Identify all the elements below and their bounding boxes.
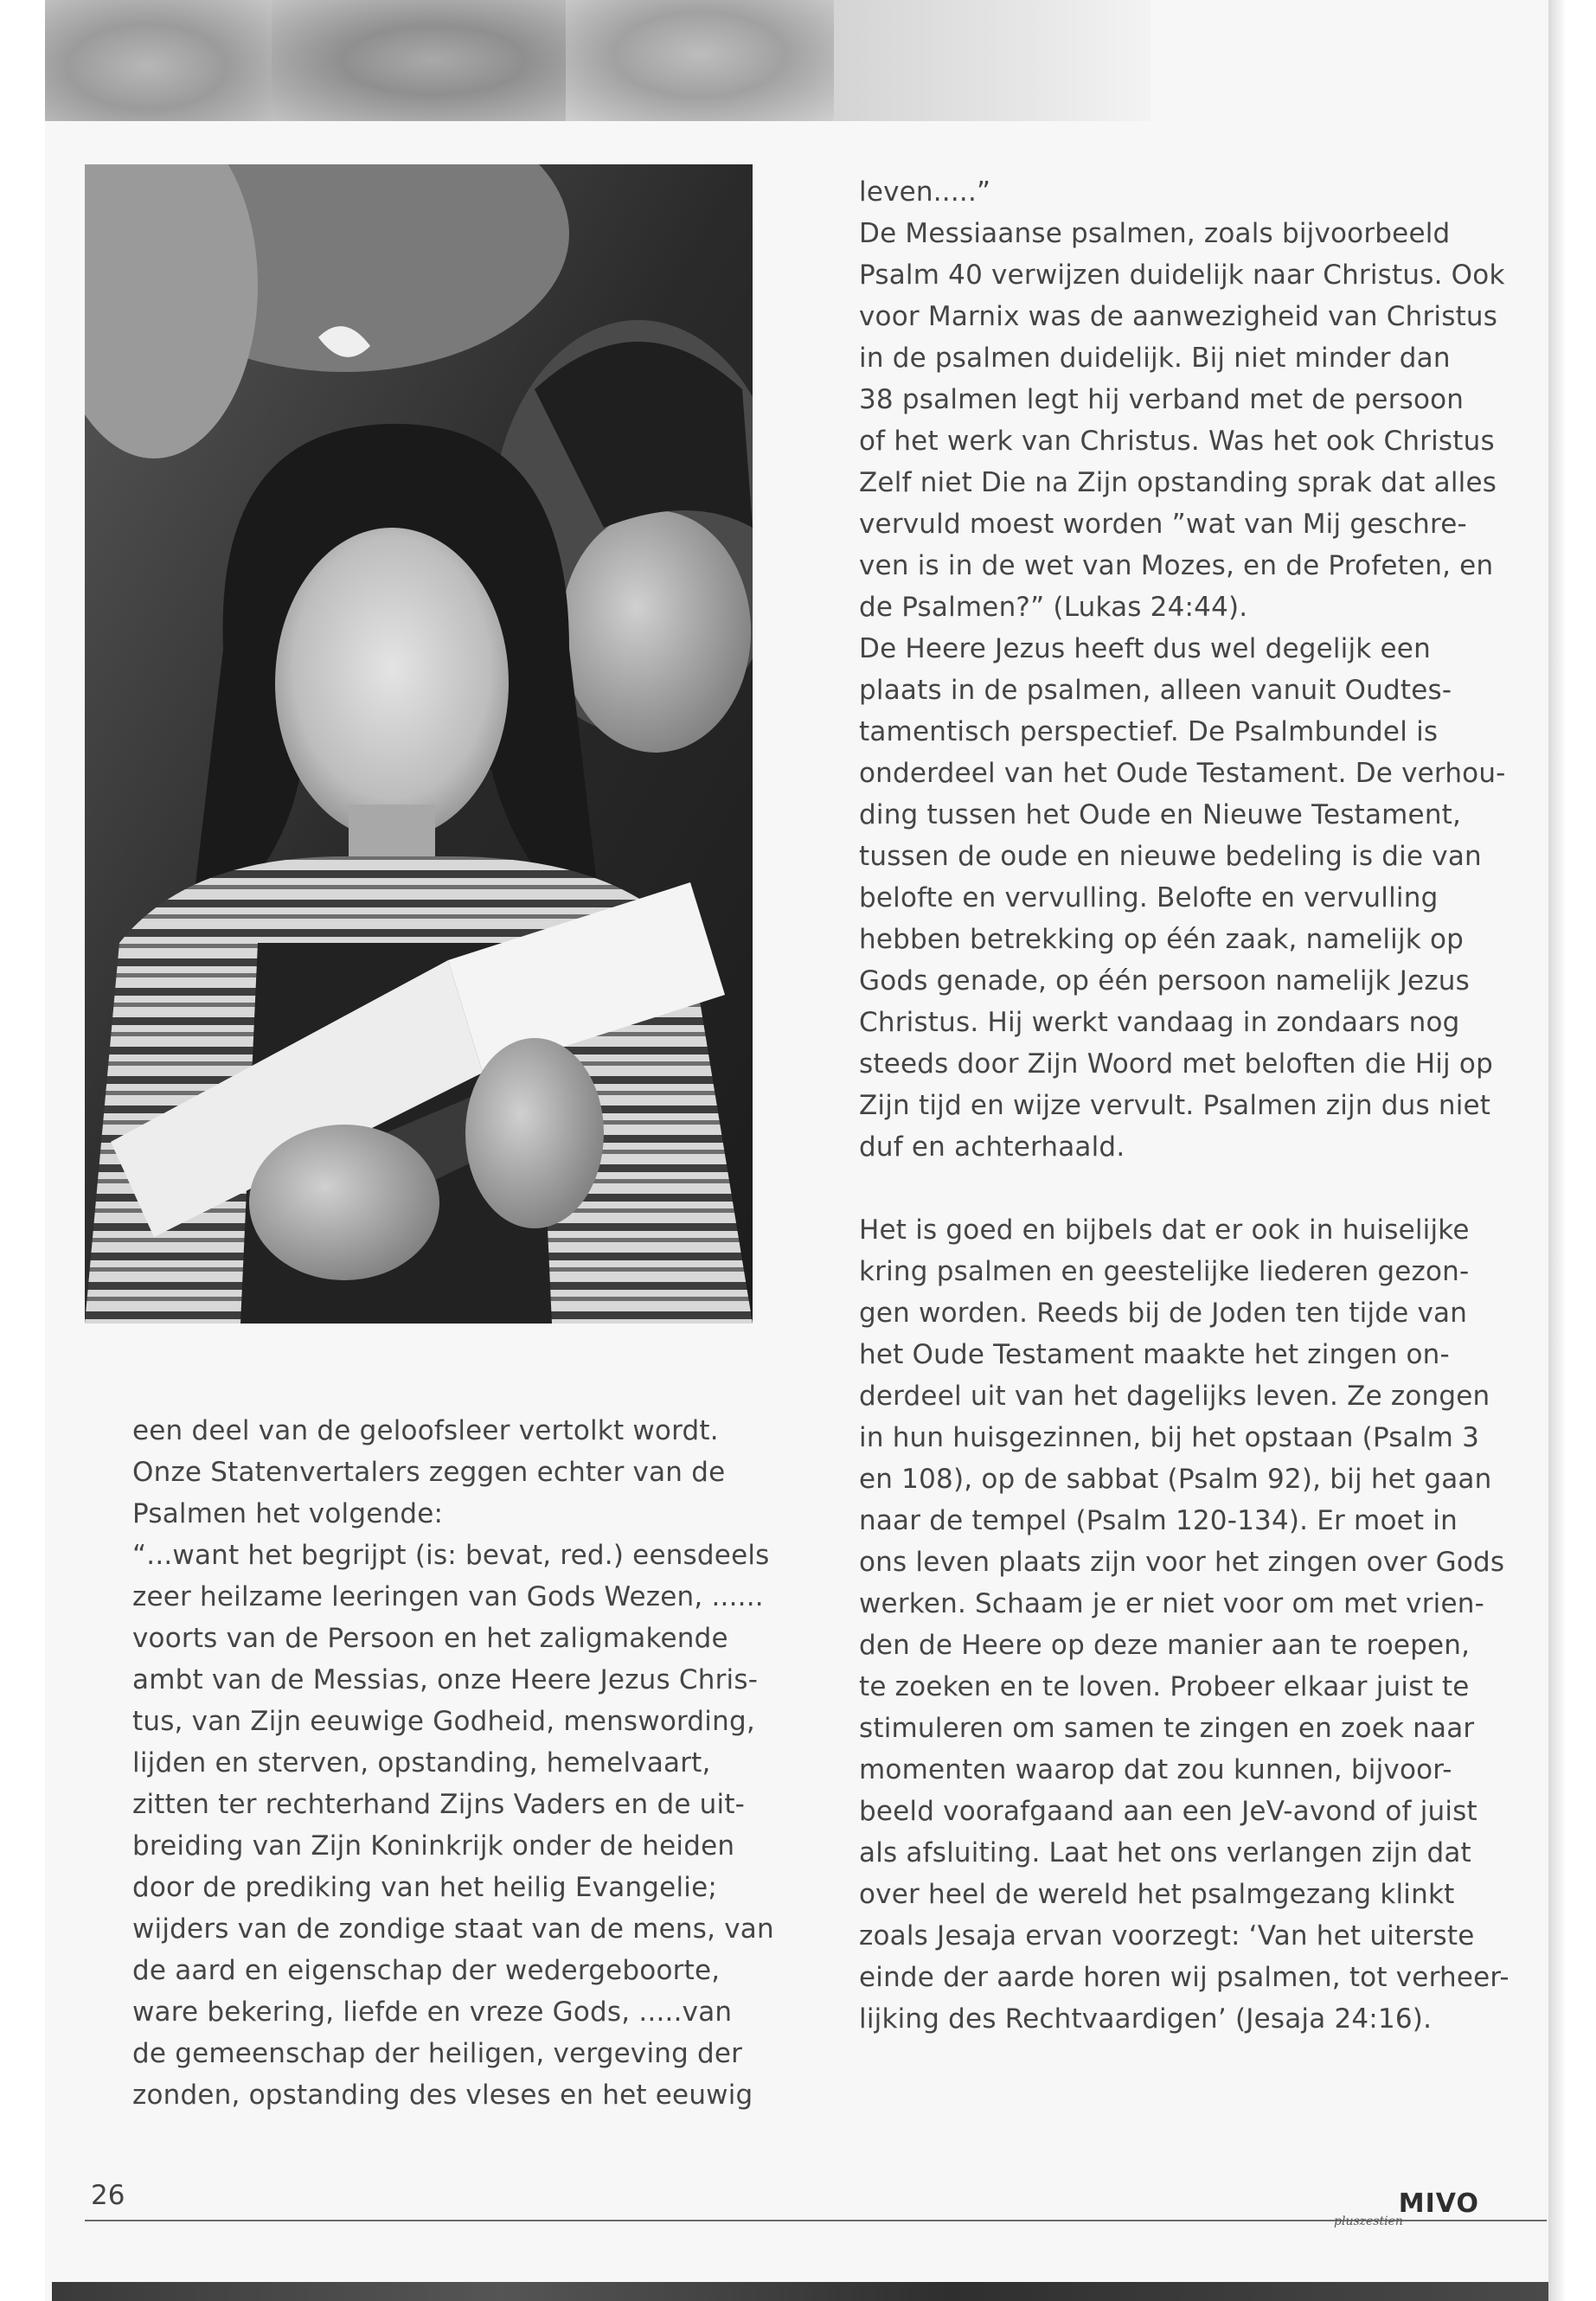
text-line: de Psalmen?” (Lukas 24:44). [859, 592, 1248, 623]
left-text-column [132, 1410, 774, 2116]
text-line: in de psalmen duidelijk. Bij niet minder dan [859, 343, 1451, 374]
text-line: of het werk van Christus. Was het ook Christus [859, 426, 1495, 457]
text-line: 38 psalmen legt hij verband met de persoon [859, 384, 1465, 415]
page-number: 26 [91, 2180, 125, 2211]
text-line: Zelf niet Die na Zijn opstanding sprak dat alles [859, 467, 1497, 498]
text-line: breiding van Zijn Koninkrijk onder de heiden [132, 1830, 735, 1862]
text-line: hebben betrekking op één zaak, namelijk op [859, 924, 1465, 955]
text-line: ambt van de Messias, onze Heere Jezus Chris- [132, 1664, 759, 1695]
text-line: zoals Jesaja ervan voorzegt: ‘Van het uiterste [859, 1920, 1475, 1952]
text-line: Zijn tijd en wijze vervult. Psalmen zijn dus niet [859, 1090, 1491, 1121]
text-line: belofte en vervulling. Belofte en vervulling [859, 882, 1439, 913]
header-portrait-2 [272, 0, 566, 121]
text-line: ware bekering, liefde en vreze Gods, .....van [132, 1997, 733, 2028]
text-line: Psalmen het volgende: [132, 1498, 444, 1529]
text-line: het Oude Testament maakte het zingen on- [859, 1339, 1450, 1370]
paragraph-singing-at-home [859, 1209, 1509, 2040]
text-line: plaats in de psalmen, alleen vanuit Oudtes- [859, 675, 1452, 706]
text-line: tus, van Zijn eeuwige Godheid, menswording, [132, 1706, 755, 1737]
logo-subtitle: pluszestien [1334, 2214, 1403, 2228]
text-line: steeds door Zijn Woord met beloften die Hij op [859, 1048, 1493, 1080]
text-line: den de Heere op deze manier aan te roepen, [859, 1630, 1471, 1661]
header-portrait-4 [834, 0, 1151, 121]
text-line: Christus. Hij werkt vandaag in zondaars nog [859, 1007, 1460, 1038]
text-line: in hun huisgezinnen, bij het opstaan (Psalm 3 [859, 1422, 1480, 1453]
paragraph-messiah-psalms [859, 171, 1506, 1168]
text-line: als afsluiting. Laat het ons verlangen zijn dat [859, 1837, 1471, 1868]
text-line: kring psalmen en geestelijke liederen gezon- [859, 1256, 1470, 1287]
woman-reading-psalm-book-photo [85, 164, 753, 1324]
text-line: werken. Schaam je er niet voor om met vrien- [859, 1588, 1484, 1619]
text-line: beeld voorafgaand aan een JeV-avond of juist [859, 1796, 1477, 1827]
text-line: onderdeel van het Oude Testament. De verhou- [859, 758, 1506, 789]
text-line: gen worden. Reeds bij de Joden ten tijde van [859, 1298, 1468, 1329]
text-line: zonden, opstanding des vleses en het eeuwig [132, 2080, 753, 2111]
header-portrait-3 [566, 0, 834, 121]
text-line: tussen de oude en nieuwe bedeling is die van [859, 841, 1482, 872]
text-line: een deel van de geloofsleer vertolkt wordt. [132, 1415, 719, 1446]
text-line: de gemeenschap der heiligen, vergeving der [132, 2038, 743, 2069]
right-text-column [859, 171, 1509, 2040]
text-line: Psalm 40 verwijzen duidelijk naar Christus. Ook [859, 260, 1505, 291]
text-line: naar de tempel (Psalm 120-134). Er moet in [859, 1505, 1458, 1536]
header-photo-strip [45, 0, 1151, 121]
text-line: einde der aarde horen wij psalmen, tot verheer- [859, 1962, 1509, 1993]
page-edge [1548, 0, 1566, 2301]
text-line: door de prediking van het heilig Evangelie; [132, 1872, 717, 1903]
text-line: duf en achterhaald. [859, 1131, 1125, 1163]
text-line: ven is in de wet van Mozes, en de Profeten, en [859, 550, 1494, 581]
header-portrait-1 [45, 0, 272, 121]
text-line: zitten ter rechterhand Zijns Vaders en de uit- [132, 1789, 746, 1820]
text-line: tamentisch perspectief. De Psalmbundel is [859, 716, 1439, 747]
text-line: Gods genade, op één persoon namelijk Jezus [859, 965, 1470, 997]
text-line: Onze Statenvertalers zeggen echter van de [132, 1457, 726, 1488]
text-line: derdeel uit van het dagelijks leven. Ze zongen [859, 1381, 1490, 1412]
logo-wordmark: MIVO [1398, 2189, 1479, 2219]
text-line: leven.....” [859, 176, 991, 208]
text-line: vervuld moest worden ”wat van Mij geschre- [859, 509, 1467, 540]
text-line: “...want het begrijpt (is: bevat, red.) eensdeels [132, 1540, 770, 1571]
text-line: zeer heilzame leeringen van Gods Wezen, ...... [132, 1581, 764, 1612]
page-bottom-edge [52, 2282, 1548, 2301]
text-line: en 108), op de sabbat (Psalm 92), bij het gaan [859, 1464, 1492, 1495]
text-line: voor Marnix was de aanwezigheid van Christus [859, 301, 1498, 332]
text-line: ding tussen het Oude en Nieuwe Testament, [859, 799, 1462, 830]
text-line: De Messiaanse psalmen, zoals bijvoorbeeld [859, 218, 1451, 249]
text-line: momenten waarop dat zou kunnen, bijvoor- [859, 1754, 1452, 1785]
text-line: over heel de wereld het psalmgezang klinkt [859, 1879, 1455, 1910]
text-line: stimuleren om samen te zingen en zoek naar [859, 1713, 1475, 1744]
text-line: lijden en sterven, opstanding, hemelvaart, [132, 1747, 711, 1779]
paragraph-gap [859, 1168, 1499, 1209]
text-line: voorts van de Persoon en het zaligmakende [132, 1623, 728, 1654]
text-line: lijking des Rechtvaardigen’ (Jesaja 24:16). [859, 2003, 1433, 2035]
text-line: Het is goed en bijbels dat er ook in huiselijke [859, 1215, 1470, 1246]
text-line: wijders van de zondige staat van de mens, van [132, 1913, 774, 1945]
mivo-logo [1324, 2189, 1488, 2240]
text-line: te zoeken en te loven. Probeer elkaar juist te [859, 1671, 1470, 1702]
text-line: de aard en eigenschap der wedergeboorte, [132, 1955, 721, 1986]
text-line: De Heere Jezus heeft dus wel degelijk een [859, 633, 1431, 664]
text-line: ons leven plaats zijn voor het zingen over Gods [859, 1547, 1505, 1578]
